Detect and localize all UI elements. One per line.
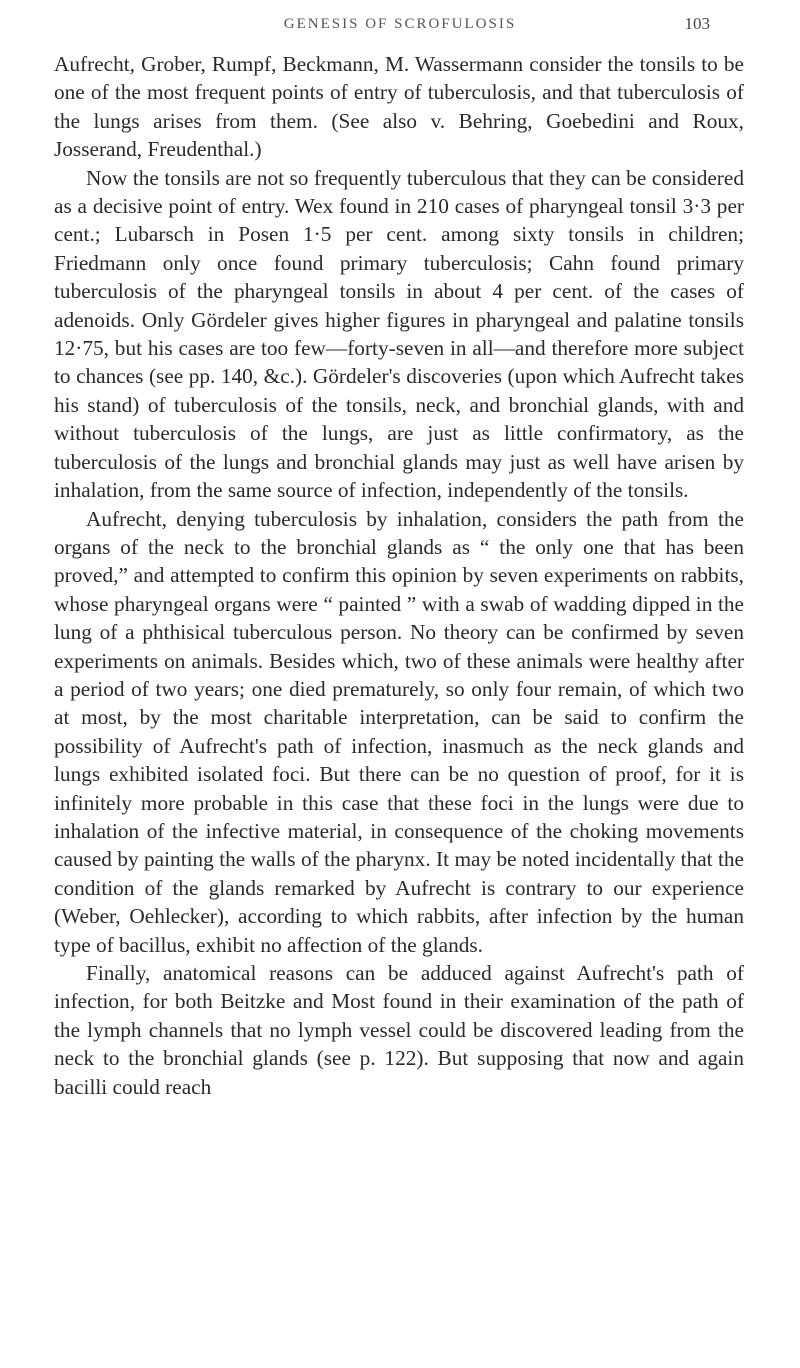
running-head <box>0 12 800 42</box>
paragraph: Aufrecht, Grober, Rumpf, Beckmann, M. Wassermann consider the tonsils to be one of the most frequent points of entry of tuberculosis, and that tuberculosis of the lungs arises from them. (See also v. Behring, Goebedini and Roux, Josserand, Freudenthal.) <box>54 52 744 162</box>
page-number: 103 <box>684 14 710 33</box>
paragraph: Finally, anatomical reasons can be adduced against Aufrecht's path of infection, for both Beitzke and Most found in their examination of the path of the lymph channels that no lymph vessel could be discovered leading from the neck to the bronchial glands (see p. 122). But supposing that now and again bacilli could reach <box>54 961 744 1099</box>
running-title: GENESIS OF SCROFULOSIS <box>283 16 517 32</box>
body-text <box>54 50 744 1101</box>
paragraph: Aufrecht, denying tuberculosis by inhalation, considers the path from the organs of the neck to the bronchial glands as “ the only one that has been proved,” and attempted to confirm this opinion by seven experiments on rabbits, whose pharyngeal organs were “ painted ” with a swab of wadding dipped in the lung of a phthisical tuberculous person. No theory can be confirmed by seven experiments on animals. Besides which, two of these animals were healthy after a period of two years; one died prematurely, so only four remain, of which two at most, by the most charitable interpretation, can be said to confirm the possibility of Aufrecht's path of infection, inasmuch as the neck glands and lungs exhibited isolated foci. But there can be no question of proof, for it is infinitely more probable in this case that these foci in the lungs were due to inhalation of the infective material, in consequence of the choking movements caused by painting the walls of the pharynx. It may be noted incidentally that the condition of the glands remarked by Aufrecht is contrary to our experience (Weber, Oehlecker), according to which rabbits, after infection by the human type of bacillus, exhibit no affection of the glands. <box>54 506 744 957</box>
paragraph: Now the tonsils are not so frequently tuberculous that they can be considered as a decisive point of entry. Wex found in 210 cases of pharyngeal tonsil 3·3 per cent.; Lubarsch in Posen 1·5 per cent. among sixty tonsils in children; Friedmann only once found primary tuberculosis; Cahn found primary tuberculosis of the pharyngeal tonsils in about 4 per cent. of the cases of adenoids. Only Gördeler gives higher figures in pharyngeal and palatine tonsils 12·75, but his cases are too few—forty-seven in all—and therefore more subject to chances (see pp. 140, &c.). Gördeler's discoveries (upon which Aufrecht takes his stand) of tuberculosis of the tonsils, neck, and bronchial glands, with and without tuberculosis of the lungs, are just as little confirmatory, as the tuberculosis of the lungs and bronchial glands may just as well have arisen by inhalation, from the same source of infection, independently of the tonsils. <box>54 165 744 503</box>
